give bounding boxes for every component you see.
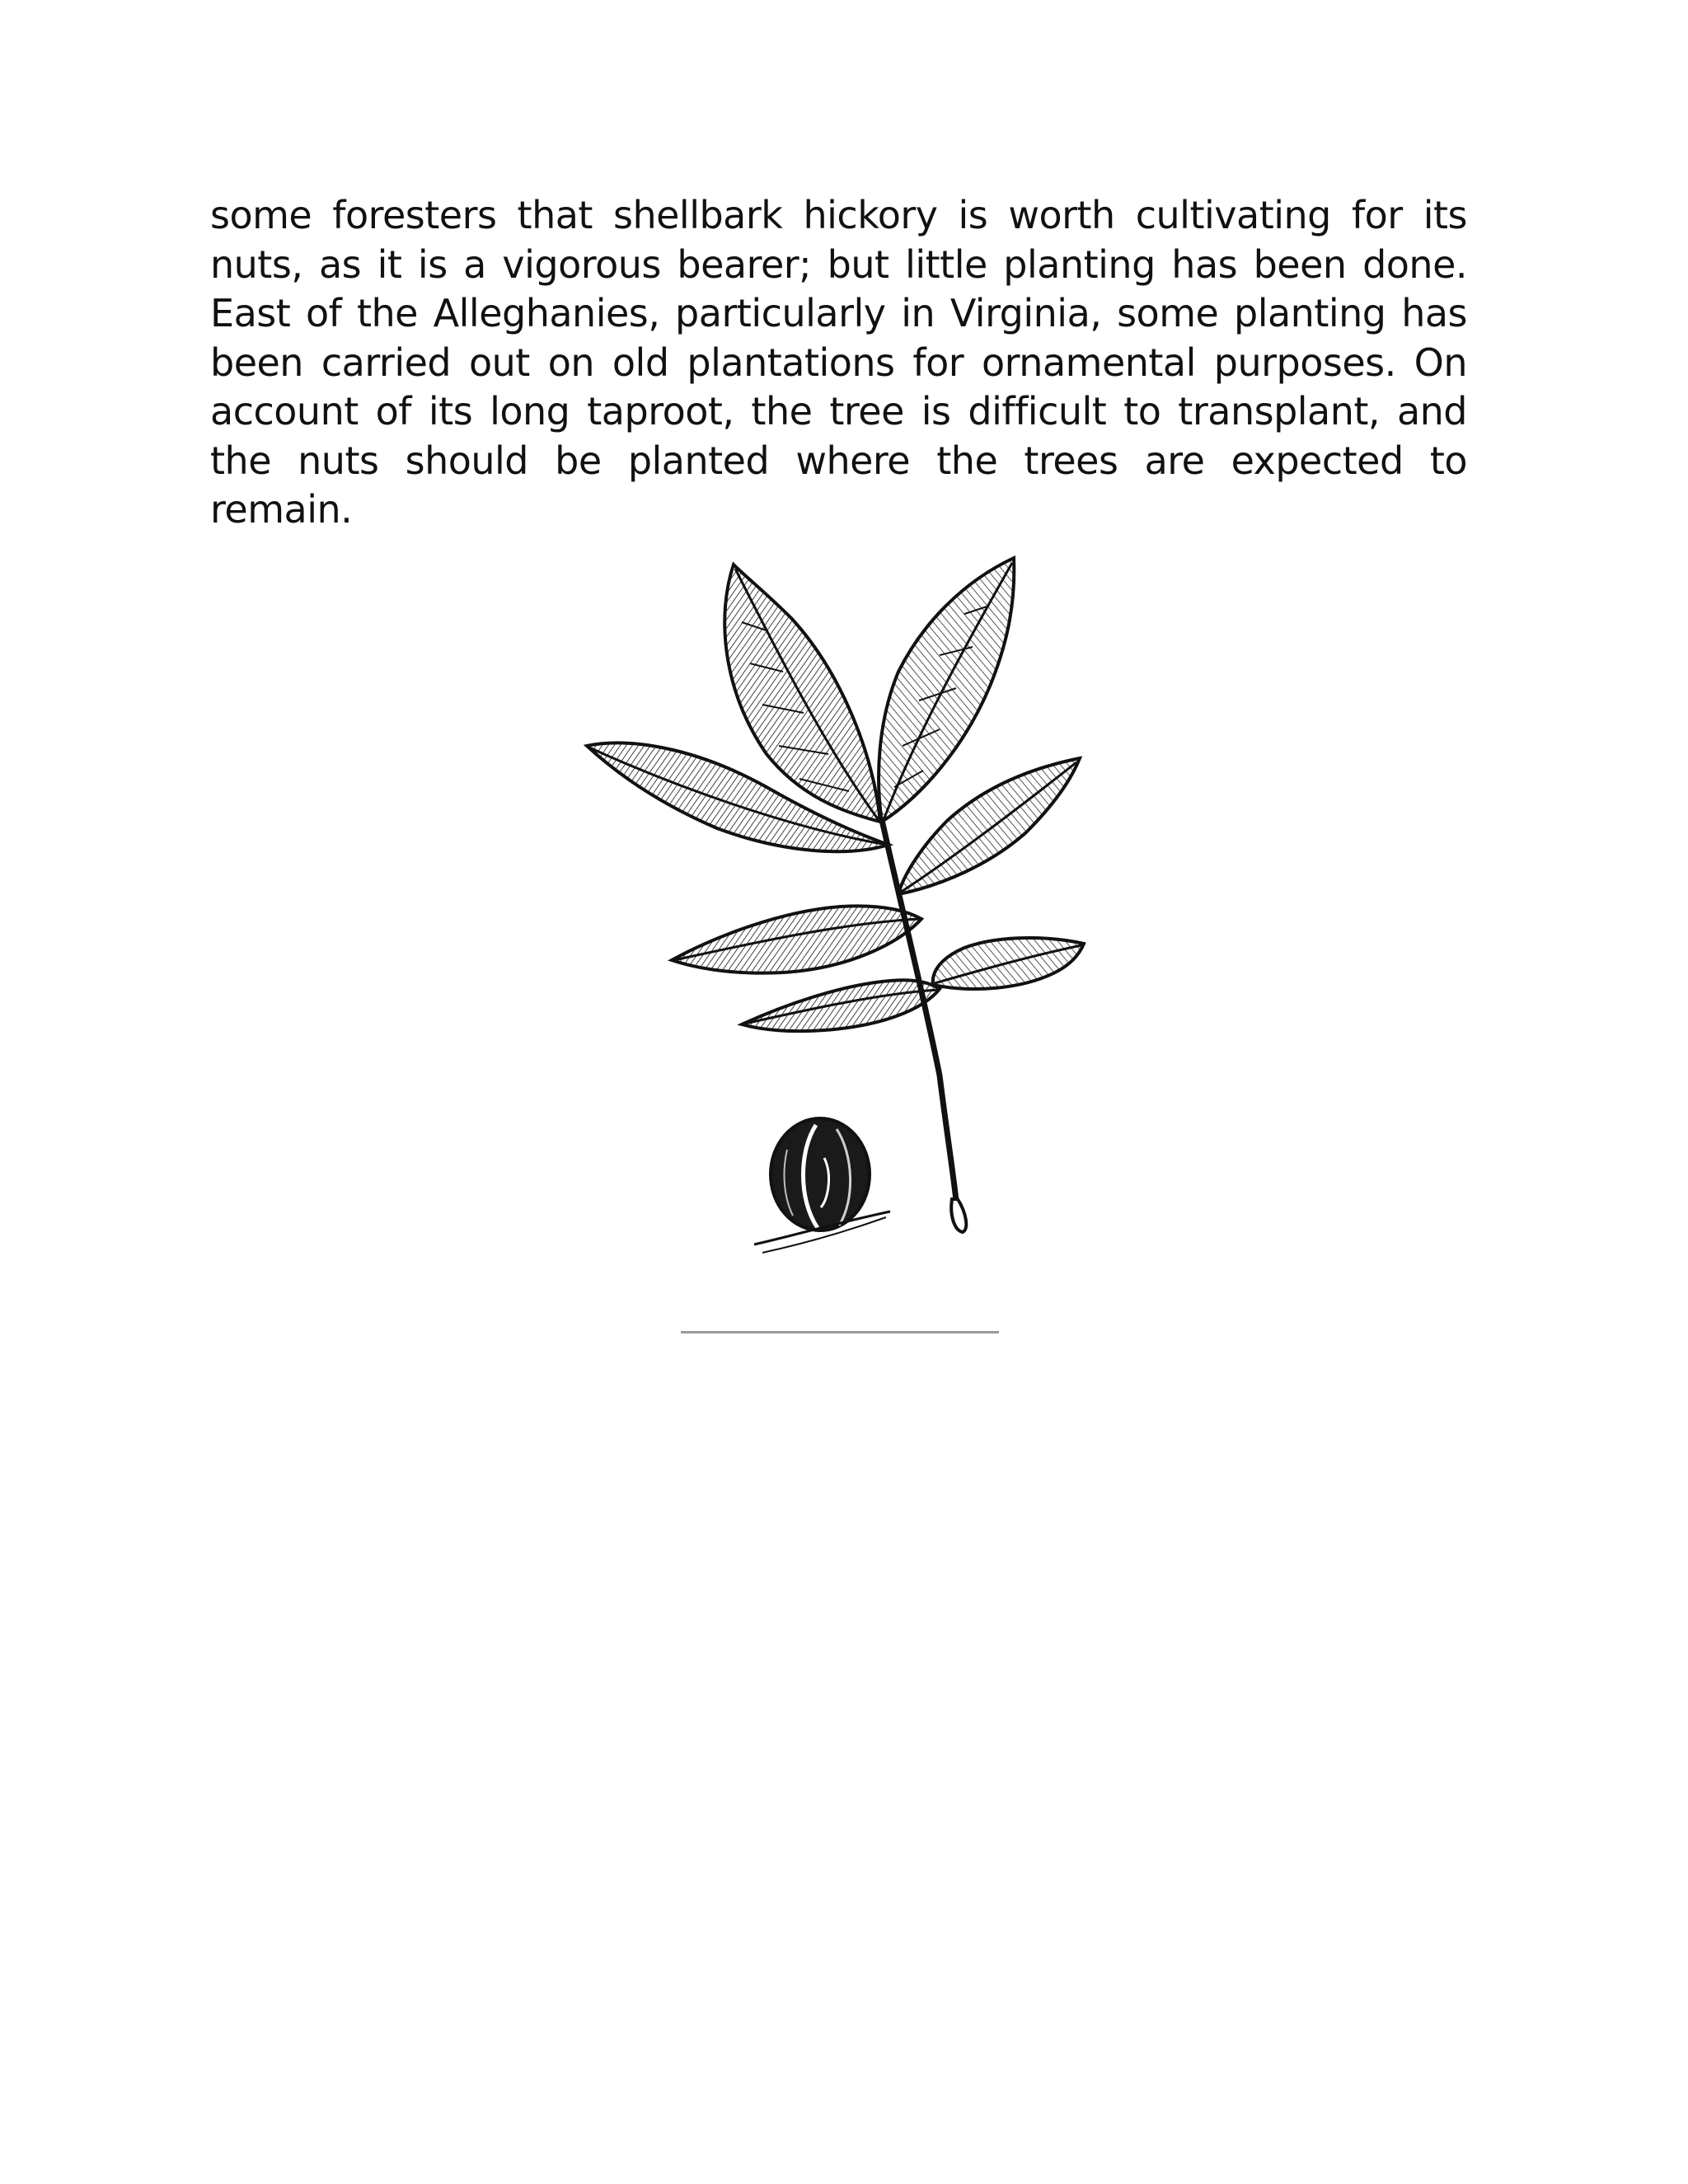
body-paragraph: some foresters that shellbark hickory is worth cultivating for its nuts, as it is a vigorous bearer; but little planting has been done. East of the Alleghanies, particularly in Virginia, some planting has been carried out on old plantations for ornamental purposes. On account of its long taproot, the tree is difficult to transplant, and the nuts should be planted where the trees are expected to remain.	[210, 193, 1467, 532]
leaflet-lower-left	[672, 906, 921, 972]
leaflet-bottom-left	[742, 980, 940, 1031]
hickory-nut	[754, 1118, 890, 1253]
leaflet-lower-right	[933, 938, 1084, 989]
horizontal-rule	[681, 1331, 999, 1333]
leaflet-upper-right	[879, 558, 1014, 822]
hickory-leaf-illustration	[577, 548, 1113, 1265]
